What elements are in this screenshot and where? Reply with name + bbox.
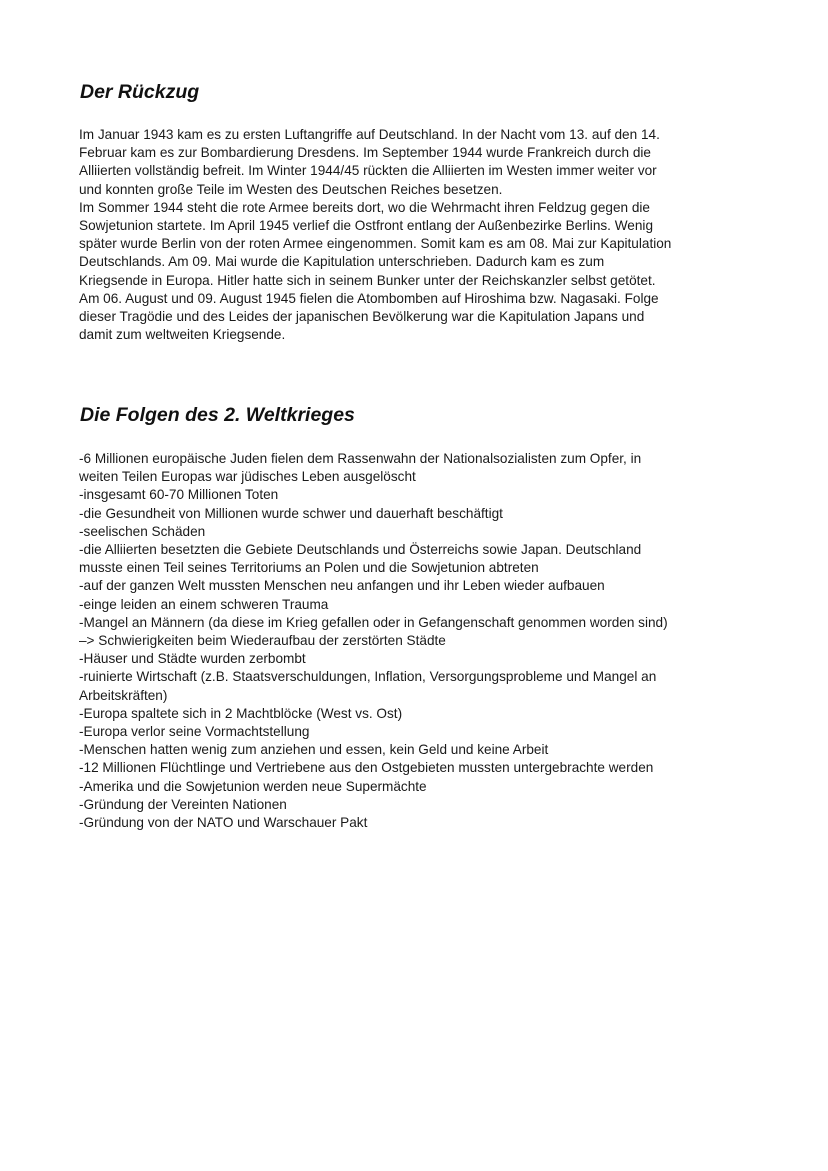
body-line: damit zum weltweiten Kriegsende. [79, 327, 286, 343]
list-line: -Häuser und Städte wurden zerbombt [79, 651, 306, 667]
list-line: -insgesamt 60-70 Millionen Toten [79, 487, 279, 503]
body-line: Deutschlands. Am 09. Mai wurde die Kapitulation unterschrieben. Dadurch kam es zum [79, 254, 605, 270]
body-line: Sowjetunion startete. Im April 1945 verlief die Ostfront entlang der Außenbezirke Berlins. Wenig [79, 218, 654, 234]
body-line: Februar kam es zur Bombardierung Dresdens. Im September 1944 wurde Frankreich durch die [79, 145, 651, 161]
list-line: -die Alliierten besetzten die Gebiete Deutschlands und Österreichs sowie Japan. Deutschland [79, 542, 642, 558]
body-line: Im Sommer 1944 steht die rote Armee bereits dort, wo die Wehrmacht ihren Feldzug gegen die [79, 199, 650, 215]
section-heading-folgen: Die Folgen des 2. Weltkrieges [80, 404, 355, 426]
list-line: -6 Millionen europäische Juden fielen dem Rassenwahn der Nationalsozialisten zum Opfer, in [79, 451, 642, 466]
body-line: dieser Tragödie und des Leides der japanischen Bevölkerung war die Kapitulation Japans und [79, 309, 645, 325]
body-line: Im Januar 1943 kam es zu ersten Luftangriffe auf Deutschland. In der Nacht vom 13. auf den 14. [79, 127, 660, 142]
list-line: -12 Millionen Flüchtlinge und Vertriebene aus den Ostgebieten mussten untergebrachte werden [79, 760, 654, 776]
list-line: –> Schwierigkeiten beim Wiederaufbau der zerstörten Städte [79, 633, 446, 649]
body-line: und konnten große Teile im Westen des Deutschen Reiches besetzen. [79, 181, 503, 197]
list-line: -seelischen Schäden [79, 523, 206, 539]
section-heading-rueckzug: Der Rückzug [80, 81, 200, 103]
section-body-folgen [79, 450, 759, 832]
body-line: später wurde Berlin von der roten Armee eingenommen. Somit kam es am 08. Mai zur Kapitulation [79, 236, 672, 252]
list-line: musste einen Teil seines Territoriums an Polen und die Sowjetunion abtreten [79, 560, 539, 576]
body-line: Am 06. August und 09. August 1945 fielen die Atombomben auf Hiroshima bzw. Nagasaki. Folge [79, 290, 659, 306]
list-line: -ruinierte Wirtschaft (z.B. Staatsverschuldungen, Inflation, Versorgungsprobleme und Mangel an [79, 669, 657, 685]
list-line: -Amerika und die Sowjetunion werden neue Supermächte [79, 778, 427, 794]
list-line: -die Gesundheit von Millionen wurde schwer und dauerhaft beschäftigt [79, 505, 503, 521]
list-line: -Gründung der Vereinten Nationen [79, 796, 287, 812]
list-line: -Europa verlor seine Vormachtstellung [79, 724, 310, 740]
list-line: Arbeitskräften) [79, 687, 168, 703]
list-line: -Europa spaltete sich in 2 Machtblöcke (West vs. Ost) [79, 705, 403, 721]
body-line: Kriegsende in Europa. Hitler hatte sich in seinem Bunker unter der Reichskanzler selbst getötet. [79, 272, 656, 288]
body-line: Alliierten vollständig befreit. Im Winter 1944/45 rückten die Alliierten im Westen immer weiter vor [79, 163, 657, 179]
list-line: -auf der ganzen Welt mussten Menschen neu anfangen und ihr Leben wieder aufbauen [79, 578, 605, 594]
list-line: -einge leiden an einem schweren Trauma [79, 596, 329, 612]
list-line: weiten Teilen Europas war jüdisches Leben ausgelöscht [79, 469, 416, 485]
list-line: -Mangel an Männern (da diese im Krieg gefallen oder in Gefangenschaft genommen worden sind) [79, 614, 668, 630]
list-line: -Menschen hatten wenig zum anziehen und essen, kein Geld und keine Arbeit [79, 742, 549, 758]
list-line: -Gründung von der NATO und Warschauer Pakt [79, 815, 368, 831]
section-body-rueckzug [79, 126, 759, 344]
